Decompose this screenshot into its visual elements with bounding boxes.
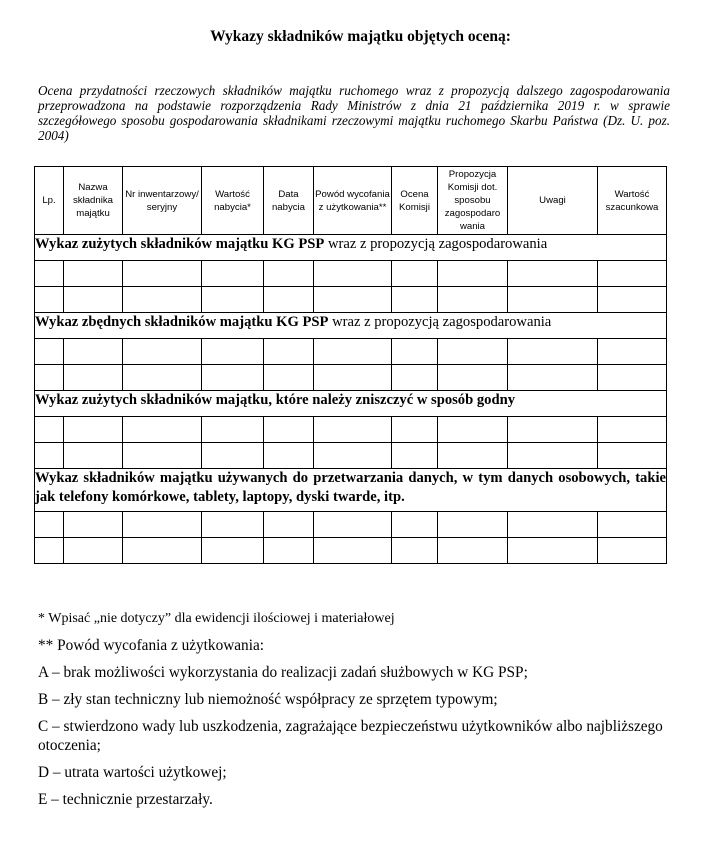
reason-a: A – brak możliwości wykorzystania do realizacji zadań służbowych w KG PSP; <box>38 664 528 681</box>
table-cell[interactable] <box>392 287 438 313</box>
table-cell[interactable] <box>598 287 667 313</box>
table-cell[interactable] <box>123 443 202 469</box>
table-row <box>35 287 667 313</box>
table-cell[interactable] <box>264 365 314 391</box>
section-row <box>35 313 667 339</box>
table-cell[interactable] <box>392 538 438 564</box>
table-cell[interactable] <box>508 261 598 287</box>
table-cell[interactable] <box>264 538 314 564</box>
table-cell[interactable] <box>264 512 314 538</box>
table-cell[interactable] <box>35 417 64 443</box>
table-cell[interactable] <box>314 538 392 564</box>
table-cell[interactable] <box>123 261 202 287</box>
footnote-withdrawal-heading: ** Powód wycofania z użytkowania: <box>38 637 264 654</box>
header-cell-purchase-date: Data nabycia <box>264 167 314 235</box>
table-cell[interactable] <box>202 443 264 469</box>
table-cell[interactable] <box>438 417 508 443</box>
table-cell[interactable] <box>314 287 392 313</box>
section-row <box>35 469 667 512</box>
header-cell-estimated-value: Wartość szacunkowa <box>598 167 667 235</box>
table-cell[interactable] <box>123 512 202 538</box>
table-cell[interactable] <box>202 261 264 287</box>
section-heading-rest: wraz z propozycją zagospodarowania <box>324 236 548 252</box>
table-cell[interactable] <box>35 512 64 538</box>
table-cell[interactable] <box>314 339 392 365</box>
header-cell-lp: Lp. <box>35 167 64 235</box>
intro-paragraph: Ocena przydatności rzeczowych składników majątku ruchomego wraz z propozycją dalszego zagospodarowania przeprowadzona na podstawie rozporządzenia Rady Ministrów z dnia 21 października 2019 r. w sprawie szczegółowego sposobu gospodarowania składnikami rzeczowymi majątku ruchomego Skarbu Państwa (Dz. U. poz. 2004) <box>38 83 670 143</box>
table-row <box>35 443 667 469</box>
table-cell[interactable] <box>598 512 667 538</box>
section-heading-bold: Wykaz zużytych składników majątku KG PSP <box>35 236 325 252</box>
table-cell[interactable] <box>123 339 202 365</box>
table-cell[interactable] <box>123 365 202 391</box>
section-heading-bold: Wykaz składników majątku używanych do przetwarzania danych, w tym danych osobowych, takie jak telefony komórkowe, tablety, laptopy, dyski twarde, itp. <box>35 470 666 505</box>
assessment-table <box>34 166 667 564</box>
section-heading <box>35 469 667 512</box>
table-cell[interactable] <box>598 365 667 391</box>
reason-d: D – utrata wartości użytkowej; <box>38 764 227 781</box>
table-row <box>35 365 667 391</box>
table-cell[interactable] <box>202 512 264 538</box>
table-cell[interactable] <box>314 443 392 469</box>
header-cell-purchase-value: Wartość nabycia* <box>202 167 264 235</box>
section-heading <box>35 391 667 417</box>
table-cell[interactable] <box>202 538 264 564</box>
table-cell[interactable] <box>64 365 123 391</box>
table-cell[interactable] <box>202 339 264 365</box>
table-cell[interactable] <box>438 287 508 313</box>
table-cell[interactable] <box>598 443 667 469</box>
table-cell[interactable] <box>392 365 438 391</box>
table-cell[interactable] <box>508 339 598 365</box>
section-heading-bold: Wykaz zbędnych składników majątku KG PSP <box>35 314 329 330</box>
section-heading-bold: Wykaz zużytych składników majątku, które należy zniszczyć w sposób godny <box>35 392 515 408</box>
table-cell[interactable] <box>314 417 392 443</box>
table-cell[interactable] <box>123 417 202 443</box>
table-cell[interactable] <box>35 365 64 391</box>
table-row <box>35 512 667 538</box>
table-cell[interactable] <box>64 339 123 365</box>
header-cell-committee-proposal: Propozycja Komisji dot. sposobu zagospodaro wania <box>438 167 508 235</box>
table-cell[interactable] <box>35 287 64 313</box>
table-cell[interactable] <box>508 512 598 538</box>
table-cell[interactable] <box>64 287 123 313</box>
table-cell[interactable] <box>438 512 508 538</box>
table-cell[interactable] <box>123 287 202 313</box>
page-title: Wykazy składników majątku objętych oceną: <box>210 28 511 45</box>
header-cell-name: Nazwa składnika majątku <box>64 167 123 235</box>
table-header-row <box>35 167 667 235</box>
table-cell[interactable] <box>202 365 264 391</box>
table-cell[interactable] <box>35 339 64 365</box>
table-cell[interactable] <box>64 538 123 564</box>
table-cell[interactable] <box>392 417 438 443</box>
table-cell[interactable] <box>508 287 598 313</box>
table-cell[interactable] <box>264 417 314 443</box>
table-cell[interactable] <box>35 443 64 469</box>
table-row <box>35 417 667 443</box>
table-cell[interactable] <box>314 512 392 538</box>
header-cell-withdrawal-reason: Powód wycofania z użytkowania** <box>314 167 392 235</box>
reason-e: E – technicznie przestarzały. <box>38 791 213 808</box>
reason-c: C – stwierdzono wady lub uszkodzenia, zagrażające bezpieczeństwu użytkowników albo najbliższego otoczenia; <box>38 718 663 754</box>
table-cell[interactable] <box>438 443 508 469</box>
table-cell[interactable] <box>392 261 438 287</box>
table-cell[interactable] <box>598 417 667 443</box>
table-cell[interactable] <box>508 417 598 443</box>
table-cell[interactable] <box>438 339 508 365</box>
section-row <box>35 391 667 417</box>
table-cell[interactable] <box>598 538 667 564</box>
table-cell[interactable] <box>314 261 392 287</box>
table-cell[interactable] <box>392 339 438 365</box>
table-cell[interactable] <box>314 365 392 391</box>
table-cell[interactable] <box>64 443 123 469</box>
section-heading <box>35 313 667 339</box>
table-cell[interactable] <box>392 512 438 538</box>
table-cell[interactable] <box>202 417 264 443</box>
table-cell[interactable] <box>438 261 508 287</box>
table-cell[interactable] <box>64 512 123 538</box>
section-heading-rest: wraz z propozycją zagospodarowania <box>328 314 552 330</box>
table-cell[interactable] <box>35 538 64 564</box>
table-cell[interactable] <box>202 287 264 313</box>
header-cell-remarks: Uwagi <box>508 167 598 235</box>
table-cell[interactable] <box>264 287 314 313</box>
section-row <box>35 235 667 261</box>
table-cell[interactable] <box>508 538 598 564</box>
table-row <box>35 339 667 365</box>
table-cell[interactable] <box>438 538 508 564</box>
table-cell[interactable] <box>64 417 123 443</box>
header-cell-inventory-number: Nr inwentarzowy/ seryjny <box>123 167 202 235</box>
reason-b: B – zły stan techniczny lub niemożność współpracy ze sprzętem typowym; <box>38 691 498 708</box>
table-row <box>35 538 667 564</box>
table-cell[interactable] <box>264 443 314 469</box>
table-cell[interactable] <box>508 443 598 469</box>
table-cell[interactable] <box>123 538 202 564</box>
table-cell[interactable] <box>508 365 598 391</box>
footnote-purchase-value: * Wpisać „nie dotyczy” dla ewidencji ilościowej i materiałowej <box>38 611 395 626</box>
table-cell[interactable] <box>264 261 314 287</box>
table-cell[interactable] <box>64 261 123 287</box>
table-cell[interactable] <box>598 261 667 287</box>
table-row <box>35 261 667 287</box>
section-heading <box>35 235 667 261</box>
header-cell-committee-assessment: Ocena Komisji <box>392 167 438 235</box>
table-cell[interactable] <box>392 443 438 469</box>
table-cell[interactable] <box>35 261 64 287</box>
withdrawal-reasons <box>38 636 678 817</box>
table-cell[interactable] <box>264 339 314 365</box>
table-cell[interactable] <box>598 339 667 365</box>
table-cell[interactable] <box>438 365 508 391</box>
